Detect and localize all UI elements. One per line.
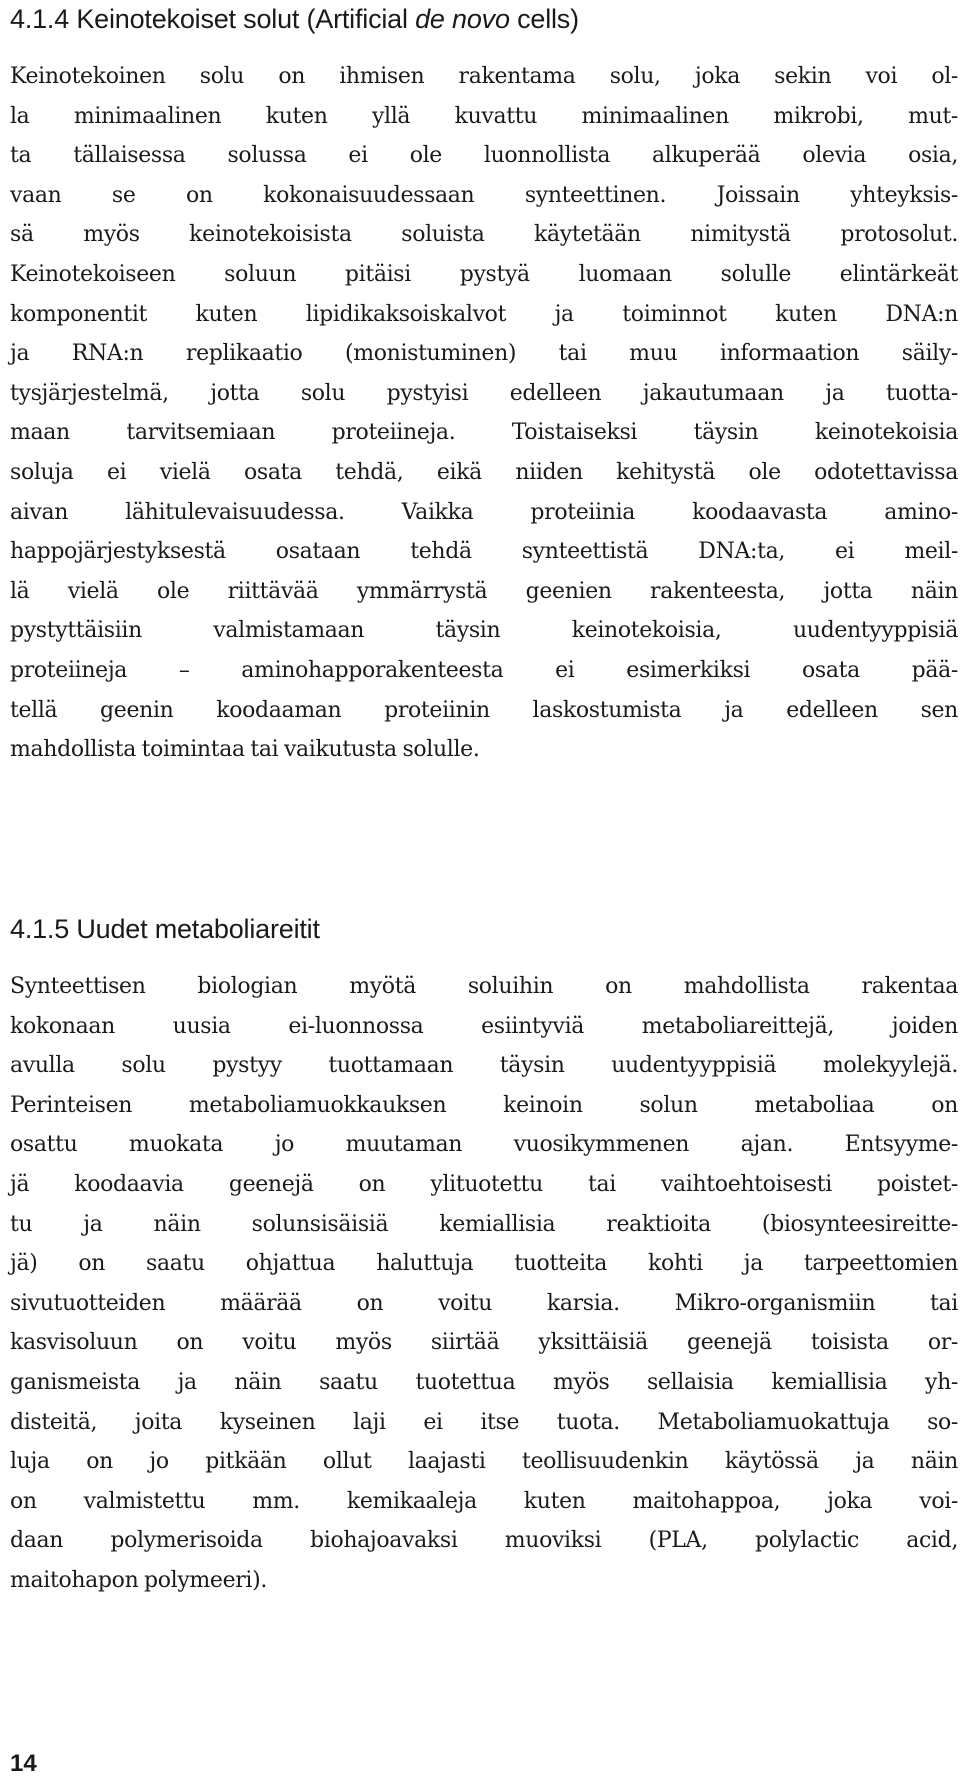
text-line: komponentit kuten lipidikaksoiskalvot ja toiminnot kuten DNA:n bbox=[10, 301, 958, 327]
text-line: proteiineja – aminohapporakenteesta ei esimerkiksi osata pää- bbox=[10, 657, 958, 683]
text-line: avulla solu pystyy tuottamaan täysin uudentyyppisiä molekyylejä. bbox=[10, 1053, 958, 1079]
heading-text-suffix: cells) bbox=[509, 4, 579, 34]
text-line: maan tarvitsemiaan proteiineja. Toistaiseksi täysin keinotekoisia bbox=[10, 420, 958, 446]
text-line: sä myös keinotekoisista soluista käytetään nimitystä protosolut. bbox=[10, 222, 958, 248]
text-line: happojärjestyksestä osataan tehdä synteettistä DNA:ta, ei meil- bbox=[10, 539, 958, 565]
text-line: kasvisoluun on voitu myös siirtää yksittäisiä geenejä toisista or- bbox=[10, 1330, 958, 1356]
text-line: Keinotekoinen solu on ihmisen rakentama solu, joka sekin voi ol- bbox=[10, 64, 958, 89]
text-line: ja RNA:n replikaatio (monistuminen) tai muu informaation säily- bbox=[10, 341, 958, 367]
text-line: aivan lähitulevaisuudessa. Vaikka proteiinia koodaavasta amino- bbox=[10, 499, 958, 525]
text-line: on valmistettu mm. kemikaaleja kuten maitohappoa, joka voi- bbox=[10, 1488, 958, 1514]
text-line: pystyttäisiin valmistamaan täysin keinotekoisia, uudentyyppisiä bbox=[10, 618, 958, 644]
text-line: luja on jo pitkään ollut laajasti teollisuudenkin käytössä ja näin bbox=[10, 1449, 958, 1475]
paragraph-metabolic-pathways bbox=[10, 967, 958, 1601]
text-line: sivutuotteiden määrää on voitu karsia. Mikro-organismiin tai bbox=[10, 1290, 958, 1316]
text-line: soluja ei vielä osata tehdä, eikä niiden kehitystä ole odotettavissa bbox=[10, 459, 958, 485]
text-line: maitohapon polymeeri). bbox=[10, 1567, 267, 1593]
text-line: kokonaan uusia ei-luonnossa esiintyviä metaboliareittejä, joiden bbox=[10, 1013, 958, 1039]
section-heading-artificial-cells bbox=[10, 0, 579, 38]
paragraph-artificial-cells bbox=[10, 57, 958, 770]
text-line: ganismeista ja näin saatu tuotettua myös sellaisia kemiallisia yh- bbox=[10, 1369, 958, 1395]
text-line: Perinteisen metaboliamuokkauksen keinoin solun metaboliaa on bbox=[10, 1092, 958, 1118]
text-line: Keinotekoiseen soluun pitäisi pystyä luomaan solulle elintärkeät bbox=[10, 261, 958, 287]
text-line: ta tällaisessa solussa ei ole luonnollista alkuperää olevia osia, bbox=[10, 143, 958, 169]
text-line: tysjärjestelmä, jotta solu pystyisi edelleen jakautumaan ja tuotta- bbox=[10, 380, 958, 406]
text-line: lä vielä ole riittävää ymmärrystä geenien rakenteesta, jotta näin bbox=[10, 578, 958, 604]
text-line: la minimaalinen kuten yllä kuvattu minimaalinen mikrobi, mut- bbox=[10, 103, 958, 129]
heading-text-italic: de novo bbox=[415, 4, 510, 34]
text-line: vaan se on kokonaisuudessaan synteettinen. Joissain yhteyksis- bbox=[10, 182, 958, 208]
text-line: daan polymerisoida biohajoavaksi muoviksi (PLA, polylactic acid, bbox=[10, 1528, 958, 1554]
text-line: tu ja näin solunsisäisiä kemiallisia reaktioita (biosynteesireitte- bbox=[10, 1211, 958, 1237]
text-line: tellä geenin koodaaman proteiinin laskostumista ja edelleen sen bbox=[10, 697, 958, 723]
page-number: 14 bbox=[10, 1750, 37, 1777]
text-line: jä) on saatu ohjattua haluttuja tuotteita kohti ja tarpeettomien bbox=[10, 1251, 958, 1277]
heading-text-prefix: 4.1.4 Keinotekoiset solut (Artificial bbox=[10, 4, 416, 34]
text-line: disteitä, joita kyseinen laji ei itse tuota. Metaboliamuokattuja so- bbox=[10, 1409, 958, 1435]
text-line: osattu muokata jo muutaman vuosikymmenen ajan. Entsyyme- bbox=[10, 1132, 958, 1158]
text-line: mahdollista toimintaa tai vaikutusta solulle. bbox=[10, 737, 480, 763]
text-line: Synteettisen biologian myötä soluihin on mahdollista rakentaa bbox=[10, 974, 958, 999]
text-line: jä koodaavia geenejä on ylituotettu tai vaihtoehtoisesti poistet- bbox=[10, 1171, 958, 1197]
section-heading-metabolic-pathways: 4.1.5 Uudet metaboliareitit bbox=[10, 914, 320, 944]
